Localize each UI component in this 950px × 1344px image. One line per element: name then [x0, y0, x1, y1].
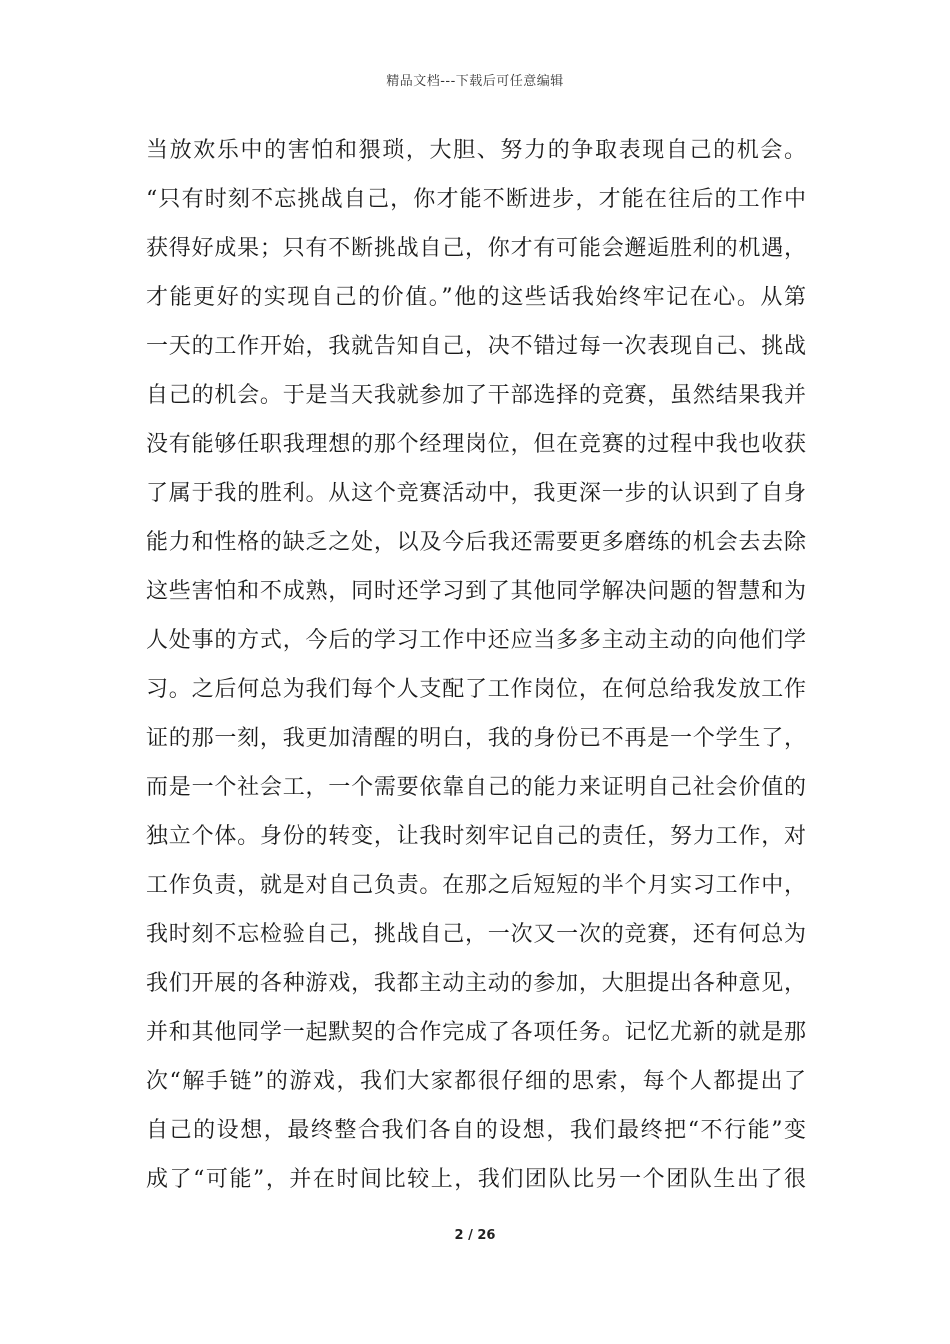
text-line: 并和其他同学一起默契的合作完成了各项任务。记忆尤新的就是那 — [146, 1020, 806, 1045]
text-line: “只有时刻不忘挑战自己，你才能不断进步，才能在往后的工作中 — [146, 187, 806, 212]
body-text — [146, 129, 806, 1207]
text-line: 当放欢乐中的害怕和猥琐，大胆、努力的争取表现自己的机会。 — [146, 138, 806, 163]
text-line: 了属于我的胜利。从这个竞赛活动中，我更深一步的认识到了自身 — [146, 481, 806, 506]
text-line: 没有能够任职我理想的那个经理岗位，但在竞赛的过程中我也收获 — [146, 432, 806, 457]
page-number: 2 / 26 — [454, 1228, 496, 1243]
text-line: 自己的机会。于是当天我就参加了干部选择的竞赛，虽然结果我并 — [146, 383, 806, 408]
text-line: 一天的工作开始，我就告知自己，决不错过每一次表现自己、挑战 — [146, 334, 806, 359]
text-line: 成了“可能”，并在时间比较上，我们团队比另一个团队生出了很 — [146, 1167, 806, 1192]
text-line: 习。之后何总为我们每个人支配了工作岗位，在何总给我发放工作 — [146, 677, 806, 702]
text-line: 证的那一刻，我更加清醒的明白，我的身份已不再是一个学生了， — [146, 726, 806, 751]
text-line: 获得好成果；只有不断挑战自己，你才有可能会邂逅胜利的机遇， — [146, 236, 806, 261]
text-line: 自己的设想，最终整合我们各自的设想，我们最终把“不行能”变 — [146, 1118, 806, 1143]
text-line: 我时刻不忘检验自己，挑战自己，一次又一次的竞赛，还有何总为 — [146, 922, 806, 947]
text-line: 能力和性格的缺乏之处，以及今后我还需要更多磨练的机会去去除 — [146, 530, 806, 555]
text-line: 这些害怕和不成熟，同时还学习到了其他同学解决问题的智慧和为 — [146, 579, 806, 604]
text-line: 工作负责，就是对自己负责。在那之后短短的半个月实习工作中， — [146, 873, 806, 898]
text-line: 才能更好的实现自己的价值。”他的这些话我始终牢记在心。从第 — [146, 285, 806, 310]
header-note: 精品文档---下载后可任意编辑 — [386, 74, 564, 89]
text-line: 而是一个社会工，一个需要依靠自己的能力来证明自己社会价值的 — [146, 775, 806, 800]
text-line: 独立个体。身份的转变，让我时刻牢记自己的责任，努力工作，对 — [146, 824, 806, 849]
text-line: 我们开展的各种游戏，我都主动主动的参加，大胆提出各种意见， — [146, 971, 806, 996]
text-line: 人处事的方式，今后的学习工作中还应当多多主动主动的向他们学 — [146, 628, 806, 653]
text-line: 次“解手链”的游戏，我们大家都很仔细的思索，每个人都提出了 — [146, 1069, 806, 1094]
